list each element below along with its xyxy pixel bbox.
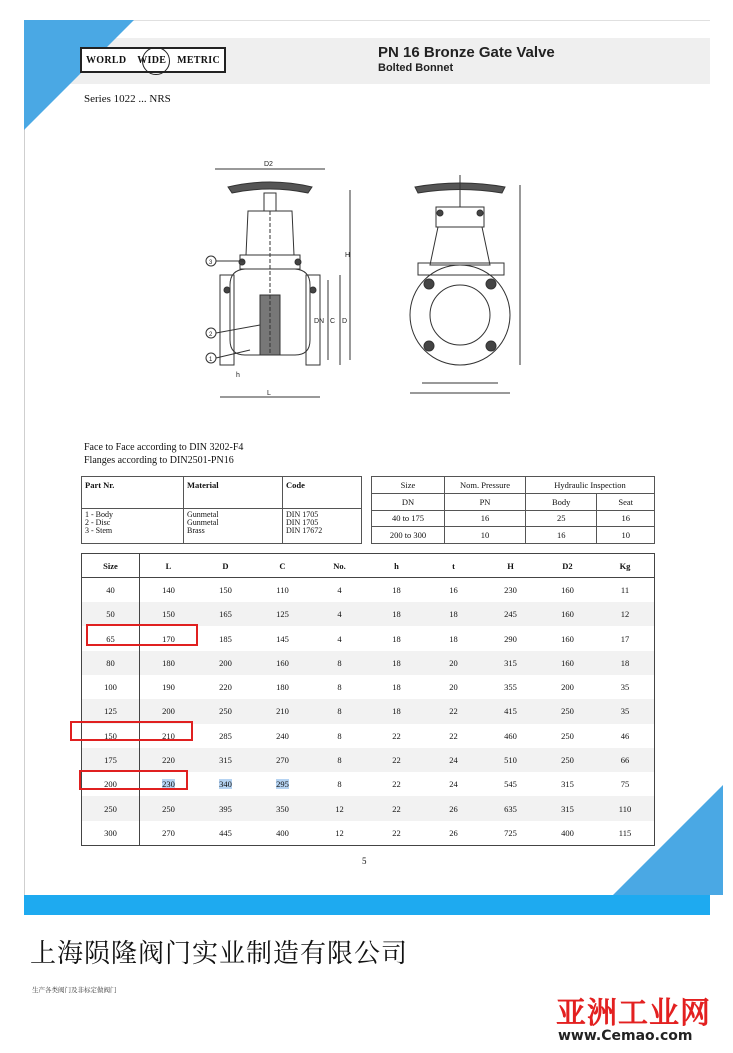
company-name: 上海陨隆阀门实业制造有限公司 (30, 939, 409, 969)
world-wide-metric-logo (80, 47, 226, 73)
pressure-cell: 200 to 300 (372, 527, 445, 544)
label-d2: D2 (264, 161, 273, 168)
dims-cell: 18 (425, 602, 482, 626)
dims-header-h: H (482, 554, 539, 578)
dims-cell: 250 (197, 699, 254, 723)
dims-cell: 165 (197, 602, 254, 626)
dims-cell: 160 (254, 651, 311, 675)
dims-cell: 200 (197, 651, 254, 675)
parts-col-material (184, 509, 283, 544)
dims-cell: 8 (337, 682, 342, 693)
dims-cell: 315 (561, 779, 574, 790)
watermark-logo: 亚洲工业网 (556, 996, 711, 1031)
part-code: DIN 1705 (286, 510, 319, 519)
dims-header-d2: D2 (539, 554, 596, 578)
dims-cell: 80 (82, 651, 140, 675)
company-tagline: 生产各类阀门及非标定做阀门 (32, 986, 117, 994)
dims-cell: 22 (368, 748, 425, 772)
part-material: Gunmetal (187, 518, 219, 527)
dims-cell: 315 (539, 796, 596, 820)
dims-cell: 18 (392, 682, 401, 693)
selected-text: 340 (219, 779, 232, 790)
parts-col-part (82, 509, 184, 544)
dims-header-h-small: h (368, 554, 425, 578)
dims-cell: 4 (337, 585, 342, 596)
dims-cell: 100 (82, 675, 140, 699)
part-name: 3 - Stem (85, 526, 113, 535)
dims-row (82, 748, 655, 772)
dims-cell: 12 (596, 602, 655, 626)
logo-word-wide: WIDE (137, 54, 167, 66)
dims-cell: 18 (596, 651, 655, 675)
dims-cell: 26 (425, 796, 482, 820)
dims-cell: 160 (561, 633, 574, 644)
dims-cell: 245 (482, 602, 539, 626)
label-dn: DN (314, 318, 325, 325)
label-l: L (267, 390, 271, 397)
dims-cell: 18 (368, 651, 425, 675)
dims-cell (254, 772, 311, 796)
pressure-header-body: Body (526, 493, 597, 510)
dims-cell: 270 (254, 748, 311, 772)
highlight-box-200 (79, 770, 188, 790)
dimensions-table (81, 553, 655, 846)
dims-row (82, 699, 655, 723)
pressure-cell: 10 (445, 527, 526, 544)
dims-cell: 12 (335, 827, 344, 838)
dims-cell: 725 (504, 827, 517, 838)
dims-cell: 8 (337, 730, 342, 741)
dims-cell: 22 (425, 699, 482, 723)
valve-technical-drawing (190, 155, 550, 405)
dims-cell: 220 (219, 682, 232, 693)
dims-cell: 22 (392, 730, 401, 741)
dims-cell: 24 (449, 779, 458, 790)
dims-header-c: C (254, 554, 311, 578)
dims-cell: 22 (449, 730, 458, 741)
part-material: Brass (187, 526, 205, 535)
callout-1-label: 1 (209, 357, 213, 363)
label-d: D (342, 318, 348, 325)
pressure-header-size: Size (372, 477, 445, 494)
dims-cell: 40 (82, 578, 140, 602)
pressure-header-hydraulic: Hydraulic Inspection (526, 477, 655, 494)
dims-cell: 210 (162, 730, 175, 741)
dims-cell: 18 (449, 633, 458, 644)
dims-cell: 460 (504, 730, 517, 741)
dims-cell: 24 (425, 748, 482, 772)
flange-bore (430, 285, 490, 345)
selected-text: 230 (162, 779, 175, 790)
dims-cell: 11 (620, 585, 630, 596)
dims-cell: 20 (449, 682, 458, 693)
dims-body (82, 578, 655, 845)
dims-cell: 145 (276, 633, 289, 644)
pressure-cell: 10 (597, 527, 655, 544)
label-h-small: h (236, 372, 240, 379)
parts-header-code: Code (283, 477, 362, 509)
logo-word-metric: METRIC (177, 54, 220, 66)
dims-cell: 46 (620, 730, 630, 741)
dims-row (82, 675, 655, 699)
dims-cell: 22 (392, 779, 401, 790)
selected-text: 295 (276, 779, 289, 790)
dims-cell: 285 (219, 730, 232, 741)
highlight-box-65 (86, 624, 198, 646)
dims-row (82, 602, 655, 626)
dims-cell: 160 (539, 651, 596, 675)
dims-cell: 66 (596, 748, 655, 772)
dims-cell: 180 (140, 651, 198, 675)
dims-cell: 140 (162, 585, 175, 596)
dims-cell: 510 (482, 748, 539, 772)
dims-cell: 230 (504, 585, 517, 596)
dims-cell: 395 (197, 796, 254, 820)
watermark-url: www.Cemao.com (558, 1028, 693, 1044)
dims-cell: 150 (219, 585, 232, 596)
parts-col-code (283, 509, 362, 544)
dims-cell: 355 (504, 682, 517, 693)
dims-cell: 8 (337, 779, 342, 790)
dims-cell: 4 (311, 602, 368, 626)
dims-cell: 26 (449, 827, 458, 838)
logo-word-world: WORLD (86, 54, 127, 66)
dims-cell: 445 (219, 827, 232, 838)
part-name: 2 - Disc (85, 518, 111, 527)
flanges-note: Flanges according to DIN2501-PN16 (84, 455, 234, 466)
dims-header-t: t (425, 554, 482, 578)
pressure-cell: 16 (445, 510, 526, 527)
dims-cell: 250 (561, 730, 574, 741)
dims-cell: 18 (368, 699, 425, 723)
pressure-cell: 40 to 175 (372, 510, 445, 527)
dims-header-size: Size (82, 554, 140, 578)
dims-cell: 17 (620, 633, 630, 644)
part-name: 1 - Body (85, 510, 113, 519)
dims-header-no: No. (311, 554, 368, 578)
dims-cell: 50 (82, 602, 140, 626)
highlight-box-150 (70, 721, 193, 741)
dims-cell: 300 (82, 821, 140, 845)
dims-cell: 20 (425, 651, 482, 675)
dims-cell: 200 (82, 772, 140, 796)
dims-cell: 65 (82, 626, 140, 650)
handwheel-side (228, 182, 312, 193)
parts-header-part: Part Nr. (82, 477, 184, 509)
dims-cell: 8 (311, 651, 368, 675)
dims-header-kg: Kg (596, 554, 655, 578)
dims-cell: 400 (561, 827, 574, 838)
pressure-row (372, 527, 655, 544)
dims-row (82, 821, 655, 845)
dims-cell: 160 (561, 585, 574, 596)
dims-cell: 545 (504, 779, 517, 790)
dims-cell: 125 (254, 602, 311, 626)
dims-cell: 210 (254, 699, 311, 723)
dims-cell: 125 (82, 699, 140, 723)
page-left-rule (24, 20, 25, 895)
dims-cell: 350 (254, 796, 311, 820)
dims-cell: 185 (219, 633, 232, 644)
dims-cell: 175 (82, 748, 140, 772)
dims-cell: 315 (197, 748, 254, 772)
parts-table (81, 476, 362, 544)
dims-cell: 250 (140, 796, 198, 820)
page-subtitle: Bolted Bonnet (378, 62, 454, 74)
dims-cell: 415 (482, 699, 539, 723)
dims-cell: 18 (392, 585, 401, 596)
pressure-header-pn: PN (445, 493, 526, 510)
dims-cell: 110 (596, 796, 655, 820)
dims-cell: 18 (392, 633, 401, 644)
dims-cell: 200 (140, 699, 198, 723)
dims-cell: 35 (596, 699, 655, 723)
parts-header-material: Material (184, 477, 283, 509)
dims-cell: 16 (449, 585, 458, 596)
dims-cell: 18 (368, 602, 425, 626)
dims-cell: 315 (482, 651, 539, 675)
part-material: Gunmetal (187, 510, 219, 519)
flange-outer (410, 265, 510, 365)
pressure-row (372, 510, 655, 527)
dims-cell: 75 (620, 779, 630, 790)
dims-cell: 250 (82, 796, 140, 820)
page-number: 5 (362, 856, 367, 866)
part-code: DIN 1705 (286, 518, 319, 527)
dims-cell: 250 (539, 748, 596, 772)
callout-3-label: 3 (209, 260, 213, 266)
pressure-table (371, 476, 655, 544)
corner-triangle-top-left (24, 20, 134, 130)
dims-row (82, 651, 655, 675)
dims-row (82, 578, 655, 602)
face-to-face-note: Face to Face according to DIN 3202-F4 (84, 442, 244, 453)
dims-header-l: L (140, 554, 198, 578)
dims-cell: 150 (82, 724, 140, 748)
dims-cell: 8 (311, 699, 368, 723)
label-h: H (345, 252, 351, 259)
dims-cell: 220 (140, 748, 198, 772)
footer-blue-bar (24, 895, 710, 915)
dims-cell: 115 (618, 827, 632, 838)
dims-cell (197, 772, 254, 796)
dims-cell: 8 (311, 748, 368, 772)
pressure-cell: 16 (526, 527, 597, 544)
dims-cell: 35 (620, 682, 630, 693)
dims-cell: 22 (392, 827, 401, 838)
dims-cell: 110 (276, 585, 289, 596)
callout-2-label: 2 (209, 332, 213, 338)
dims-cell: 150 (140, 602, 198, 626)
dims-cell: 160 (539, 602, 596, 626)
dims-cell: 190 (162, 682, 175, 693)
pressure-header-dn: DN (372, 493, 445, 510)
dims-cell: 200 (561, 682, 574, 693)
part-code: DIN 17672 (286, 526, 323, 535)
pressure-cell: 25 (526, 510, 597, 527)
pressure-cell: 16 (597, 510, 655, 527)
dims-cell: 250 (539, 699, 596, 723)
dims-cell: 180 (276, 682, 289, 693)
label-c: C (330, 318, 336, 325)
dims-cell: 4 (337, 633, 342, 644)
pressure-header-seat: Seat (597, 493, 655, 510)
dims-row (82, 796, 655, 820)
dims-cell: 635 (482, 796, 539, 820)
dims-cell: 12 (311, 796, 368, 820)
dims-cell: 400 (276, 827, 289, 838)
dims-header-d: D (197, 554, 254, 578)
dims-cell: 270 (162, 827, 175, 838)
dims-cell: 22 (368, 796, 425, 820)
dims-cell: 170 (162, 633, 175, 644)
dims-cell: 290 (504, 633, 517, 644)
series-label: Series 1022 ... NRS (84, 93, 171, 105)
dims-cell: 240 (276, 730, 289, 741)
pressure-header-nom: Nom. Pressure (445, 477, 526, 494)
page-title: PN 16 Bronze Gate Valve (378, 44, 555, 61)
